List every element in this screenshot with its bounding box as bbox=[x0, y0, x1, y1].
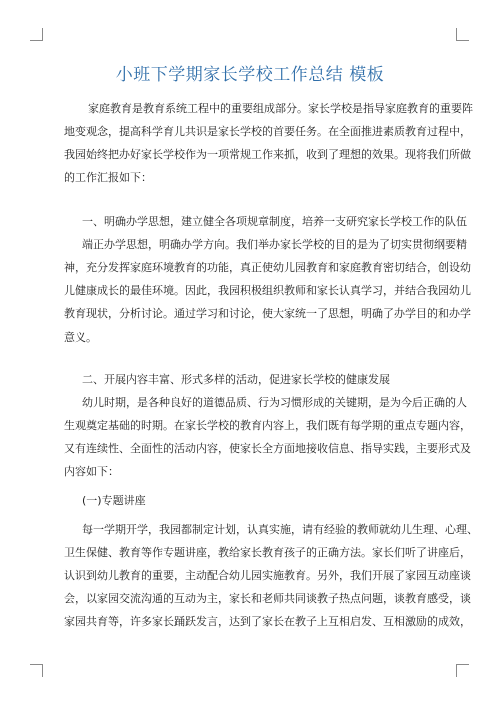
crop-mark-top-right bbox=[456, 28, 469, 41]
body-line: 家庭教育是教育系统工程中的重要组成部分。家长学校是指导家庭教育的重要阵 bbox=[88, 102, 473, 115]
body-line: 地变观念，提高科学育儿共识是家长学校的首要任务。在全面推进素质教育过程中， bbox=[64, 125, 471, 138]
body-line: 幼儿时期，是各种良好的道德品质、行为习惯形成的关键期，是为今后正确的人 bbox=[82, 396, 467, 409]
body-line: 每一学期开学，我园都制定计划，认真实施，请有经验的教师就幼儿生理、心理、 bbox=[82, 523, 478, 536]
body-line: 的工作汇报如下： bbox=[64, 171, 152, 184]
body-line: 又有连续性、全面性的活动内容，使家长全方面地接收信息、指导实践，主要形式及 bbox=[64, 442, 471, 455]
body-line: 端正办学思想，明确办学方向。我们举办家长学校的目的是为了切实贯彻纲要精 bbox=[82, 238, 467, 251]
body-line: 卫生保健、教育等作专题讲座，教给家长教育孩子的正确方法。家长们听了讲座后， bbox=[64, 546, 471, 559]
body-line: 神，充分发挥家庭环境教育的功能，真正使幼儿园教育和家庭教育密切结合，创设幼 bbox=[64, 261, 471, 274]
body-line: 生观奠定基础的时期。在家长学校的教育内容上，我们既有每学期的重点专题内容， bbox=[64, 419, 471, 432]
body-line: 一、明确办学思想，建立健全各项规章制度，培养一支研究家长学校工作的队伍 bbox=[82, 215, 467, 228]
body-line: 家园共育等，许多家长踊跃发言，达到了家长在教子上互相启发、互相激励的成效， bbox=[64, 615, 471, 628]
body-line: 教育现状，分析讨论。通过学习和讨论，使大家统一了思想，明确了办学目的和办学 bbox=[64, 307, 471, 320]
body-line: 意义。 bbox=[64, 331, 97, 344]
body-line: 内容如下： bbox=[64, 465, 119, 478]
body-line: 我园始终把办好家长学校作为一项常规工作来抓，收到了理想的效果。现将我们所做 bbox=[64, 148, 471, 161]
body-line: 会，以家园交流沟通的互动为主，家长和老师共同谈教子热点问题，谈教育感受，谈 bbox=[64, 592, 471, 605]
document-title: 小班下学期家长学校工作总结 模板 bbox=[115, 65, 385, 85]
crop-mark-bottom-right bbox=[456, 664, 469, 677]
body-line: 儿健康成长的最佳环境。因此，我园积极组织教师和家长认真学习，并结合我园幼儿 bbox=[64, 284, 471, 297]
crop-mark-top-left bbox=[30, 28, 43, 41]
body-line: (一)专题讲座 bbox=[82, 494, 146, 507]
crop-mark-bottom-left bbox=[30, 664, 43, 677]
body-line: 二、开展内容丰富、形式多样的活动，促进家长学校的健康发展 bbox=[82, 373, 390, 386]
body-line: 认识到幼儿教育的重要，主动配合幼儿园实施教育。另外，我们开展了家园互动座谈 bbox=[64, 569, 471, 582]
